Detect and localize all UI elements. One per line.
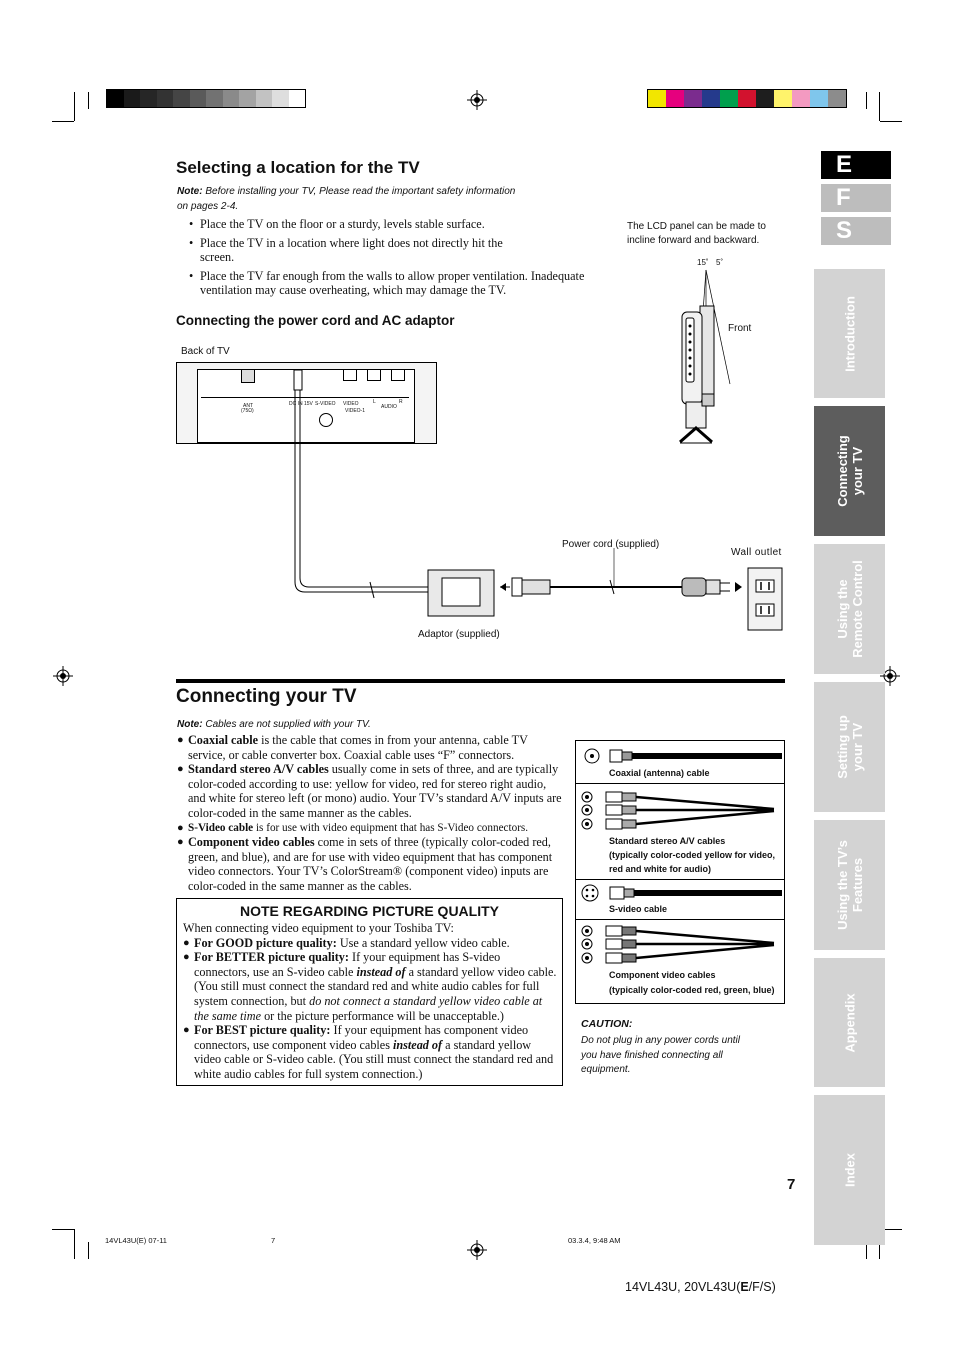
component-cable-label: Component video cables	[609, 970, 716, 980]
angle-15-label: 15˚	[697, 258, 709, 267]
panel-dc-label: DC IN 15V	[289, 401, 313, 407]
registration-mark-icon	[53, 666, 73, 686]
cables-illustration-box	[575, 740, 785, 1004]
quality-box-body	[183, 921, 557, 1082]
side-tab-setting-up[interactable]: Setting up your TV	[814, 682, 885, 812]
color-swatch	[124, 90, 141, 107]
color-swatch	[206, 90, 223, 107]
svideo-cable-label: S-video cable	[609, 904, 668, 914]
color-swatch	[289, 90, 306, 107]
model-number: 14VL43U, 20VL43U(E/F/S)	[625, 1280, 776, 1294]
list-item: ● Component video cables come in sets of three (typically color-coded red, green, and blue), and are for use with video equipment that has component video connectors. Your TV’s ColorStream® (component video) inputs are color-coded in the same manner as the cables.	[177, 835, 553, 893]
color-swatch	[702, 90, 720, 107]
component-cable-sub: (typically color-coded red, green, blue)	[609, 985, 775, 995]
lang-tab-e[interactable]: E	[821, 151, 891, 179]
cables-note: Note: Cables are not supplied with your TV.	[177, 719, 371, 730]
wall-outlet-label: Wall outlet	[731, 547, 782, 558]
cable-definitions	[177, 733, 563, 894]
color-swatch	[774, 90, 792, 107]
color-swatch	[666, 90, 684, 107]
power-subtitle: Connecting the power cord and AC adaptor	[176, 313, 455, 328]
panel-video-label: VIDEO	[343, 401, 359, 407]
stereo-cable-sub1: (typically color-coded yellow for video,	[609, 850, 776, 860]
registration-mark-icon	[467, 90, 487, 110]
back-of-tv-label: Back of TV	[181, 346, 230, 357]
color-swatch	[140, 90, 157, 107]
color-swatch	[190, 90, 207, 107]
color-swatch	[157, 90, 174, 107]
power-cord-label: Power cord (supplied)	[562, 539, 660, 550]
list-item: ● For BETTER picture quality: If your equipment has S-video connectors, use an S-video cable instead of a standard yellow video cable. (You still must connect the standard red and white audio cables for full system connection, but do not connect a standard yellow video cable at the same time or the picture performance will be unacceptable.)	[183, 950, 557, 1023]
panel-video1-label: VIDEO-1	[345, 408, 366, 414]
section-title-location: Selecting a location for the TV	[176, 158, 420, 177]
color-swatch	[173, 90, 190, 107]
page-number: 7	[787, 1176, 796, 1193]
stereo-cable-sub2: red and white for audio)	[609, 864, 712, 874]
color-swatch	[272, 90, 289, 107]
list-item: ● For GOOD picture quality: Use a standard yellow video cable.	[183, 935, 510, 950]
side-tab-features[interactable]: Using the TV’s Features	[814, 820, 885, 950]
lang-tab-s[interactable]: S	[821, 217, 891, 245]
lcd-incline-note: The LCD panel can be made to incline forward and backward.	[627, 221, 766, 246]
color-swatch	[738, 90, 756, 107]
color-swatch	[756, 90, 774, 107]
lang-tab-f[interactable]: F	[821, 184, 891, 212]
section-title-connecting: Connecting your TV	[176, 686, 357, 707]
side-tab-remote-control[interactable]: Using the Remote Control	[814, 544, 885, 674]
quality-intro: When connecting video equipment to your Toshiba TV:	[183, 921, 454, 935]
quality-box-title: NOTE REGARDING PICTURE QUALITY	[239, 903, 499, 919]
location-bullets	[178, 217, 598, 298]
footer-date: 03.3.4, 9:48 AM	[568, 1236, 621, 1245]
power-cord-diagram	[290, 368, 790, 648]
color-swatch	[107, 90, 124, 107]
side-tab-appendix[interactable]: Appendix	[814, 958, 885, 1087]
front-label: Front	[728, 323, 752, 334]
color-swatch	[810, 90, 828, 107]
section-divider	[176, 679, 785, 683]
location-note: Note: Before installing your TV, Please read the important safety information on pages 2-4.	[177, 186, 516, 212]
caution-text: Do not plug in any power cords until you have finished connecting all equipment.	[581, 1035, 740, 1075]
panel-l-label: L	[373, 399, 376, 405]
list-item: • Place the TV in a location where light does not directly hit the screen.	[189, 235, 503, 265]
color-swatch	[792, 90, 810, 107]
color-swatch	[256, 90, 273, 107]
panel-svideo-label: S-VIDEO	[315, 401, 336, 407]
color-swatch	[223, 90, 240, 107]
list-item: • Place the TV on the floor or a sturdy, levels stable surface.	[189, 217, 485, 231]
footer-page: 7	[271, 1236, 276, 1245]
panel-r-label: R	[399, 399, 403, 405]
panel-audio-label: AUDIO	[381, 404, 397, 410]
adaptor-label: Adaptor (supplied)	[418, 629, 500, 640]
registration-mark-icon	[467, 1240, 487, 1260]
color-swatch	[684, 90, 702, 107]
panel-ant-sub-label: (75Ω)	[241, 408, 254, 414]
angle-5-label: 5˚	[716, 258, 724, 267]
list-item: ● Coaxial cable is the cable that comes in from your antenna, cable TV service, or cable converter box. Coaxial cable uses “F” connectors.	[177, 733, 528, 762]
gray-calibration-bar	[106, 89, 306, 108]
stereo-cable-label: Standard stereo A/V cables	[609, 836, 726, 846]
coaxial-cable-label: Coaxial (antenna) cable	[609, 768, 710, 778]
side-tab-connecting[interactable]: Connecting your TV	[814, 406, 885, 536]
list-item: ● Standard stereo A/V cables usually come in sets of three, and are typically color-coded according to use: yellow for video, red for stereo right audio, and white for stereo left (or mono) audio. Your TV’s standard A/V inputs are color-coded in the same manner as the cables.	[177, 762, 562, 820]
side-tab-index[interactable]: Index	[814, 1095, 885, 1245]
color-swatch	[648, 90, 666, 107]
caution-label: CAUTION:	[581, 1018, 633, 1030]
side-tab-introduction[interactable]: Introduction	[814, 269, 885, 398]
color-swatch	[239, 90, 256, 107]
picture-quality-box	[176, 898, 563, 1086]
list-item: • Place the TV far enough from the walls to allow proper ventilation. Inadequate ventilation may cause overheating, which may damage the TV.	[189, 268, 585, 298]
footer-file: 14VL43U(E) 07-11	[105, 1236, 167, 1245]
color-swatch	[720, 90, 738, 107]
list-item: ● For BEST picture quality: If your equipment has component video connectors, use component video cables instead of a standard yellow video cable or S-video cable. (You still must connect the standard red and white audio cables for full system connection.)	[183, 1023, 554, 1081]
list-item: ● S-Video cable is for use with video equipment that has S-Video connectors.	[177, 821, 529, 834]
panel-ant-label: ANT	[243, 403, 253, 409]
color-swatch	[828, 90, 846, 107]
color-calibration-bar	[647, 89, 847, 108]
